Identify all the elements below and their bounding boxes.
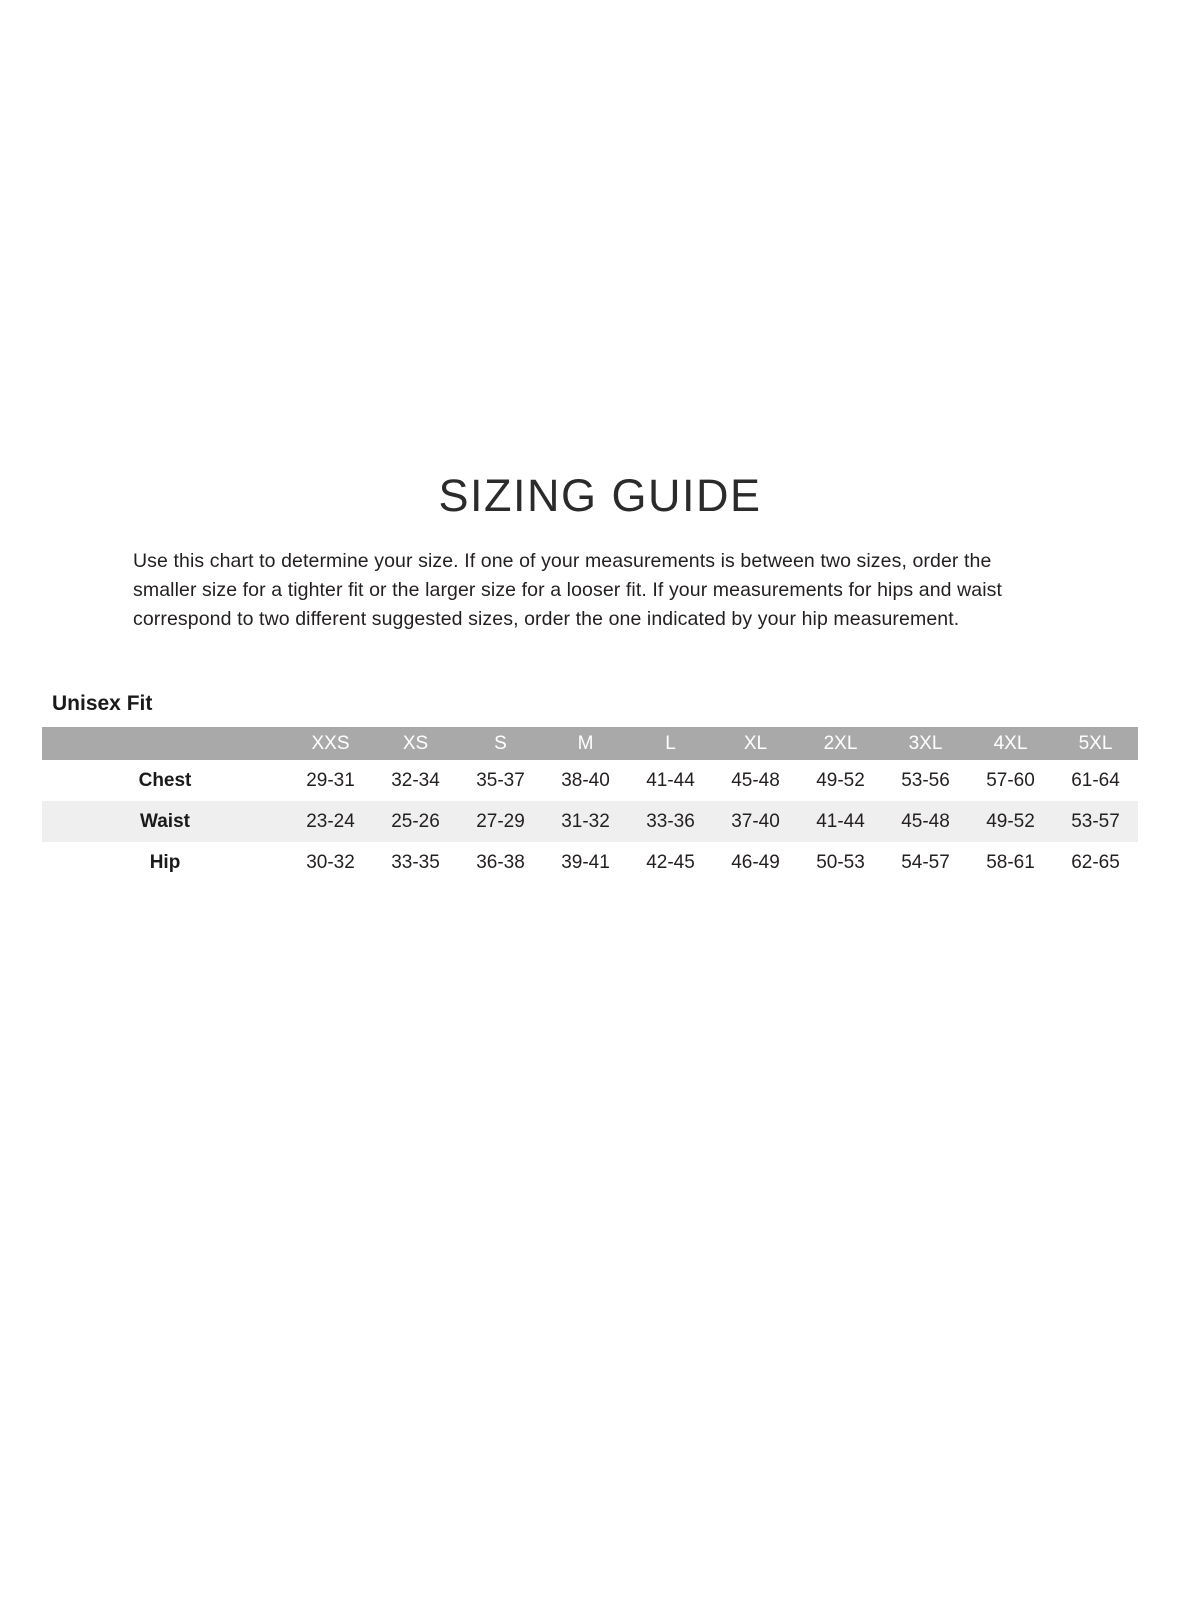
table-row-hip xyxy=(42,842,1138,883)
size-cell: 53-57 xyxy=(1071,810,1120,832)
table-body xyxy=(42,760,1138,883)
size-cell: 27-29 xyxy=(476,810,525,832)
column-header-l: L xyxy=(665,732,676,754)
column-header-3xl: 3XL xyxy=(908,732,943,754)
size-cell: 31-32 xyxy=(561,810,610,832)
size-cell: 46-49 xyxy=(731,851,780,873)
size-cell: 57-60 xyxy=(986,769,1035,791)
size-cell: 45-48 xyxy=(731,769,780,791)
column-header-s: S xyxy=(494,732,507,754)
intro-paragraph: Use this chart to determine your size. If one of your measurements is between two sizes, order the smaller size for a tighter fit or the larger size for a looser fit. If your measurements for hips and waist correspond to two different suggested sizes, order the one indicated by your hip measurement. xyxy=(133,550,1003,630)
size-cell: 58-61 xyxy=(986,851,1035,873)
size-cell: 49-52 xyxy=(816,769,865,791)
table-header-row xyxy=(42,727,1138,760)
size-cell: 62-65 xyxy=(1071,851,1120,873)
size-cell: 25-26 xyxy=(391,810,440,832)
size-cell: 23-24 xyxy=(306,810,355,832)
size-cell: 45-48 xyxy=(901,810,950,832)
size-cell: 37-40 xyxy=(731,810,780,832)
row-label-waist: Waist xyxy=(140,810,190,832)
size-cell: 61-64 xyxy=(1071,769,1120,791)
size-cell: 30-32 xyxy=(306,851,355,873)
table-row-waist xyxy=(42,801,1138,842)
size-cell: 33-35 xyxy=(391,851,440,873)
size-cell: 49-52 xyxy=(986,810,1035,832)
column-header-4xl: 4XL xyxy=(993,732,1028,754)
size-cell: 38-40 xyxy=(561,769,610,791)
row-label-chest: Chest xyxy=(138,769,192,791)
sizing-table xyxy=(42,727,1138,883)
column-header-xl: XL xyxy=(743,732,768,754)
size-cell: 36-38 xyxy=(476,851,525,873)
size-cell: 32-34 xyxy=(391,769,440,791)
column-header-xs: XS xyxy=(402,732,429,754)
column-header-2xl: 2XL xyxy=(823,732,858,754)
size-cell: 41-44 xyxy=(816,810,865,832)
section-title-unisex-fit: Unisex Fit xyxy=(52,692,153,715)
column-header-xxs: XXS xyxy=(311,732,350,754)
size-cell: 53-56 xyxy=(901,769,950,791)
column-header-m: M xyxy=(577,732,594,754)
row-label-hip: Hip xyxy=(149,851,181,873)
size-cell: 29-31 xyxy=(306,769,355,791)
size-cell: 41-44 xyxy=(646,769,695,791)
column-header-5xl: 5XL xyxy=(1078,732,1113,754)
size-cell: 35-37 xyxy=(476,769,525,791)
size-cell: 54-57 xyxy=(901,851,950,873)
table-row-chest xyxy=(42,760,1138,801)
page-title: SIZING GUIDE xyxy=(438,470,762,521)
size-cell: 42-45 xyxy=(646,851,695,873)
size-cell: 39-41 xyxy=(561,851,610,873)
size-cell: 50-53 xyxy=(816,851,865,873)
size-cell: 33-36 xyxy=(646,810,695,832)
